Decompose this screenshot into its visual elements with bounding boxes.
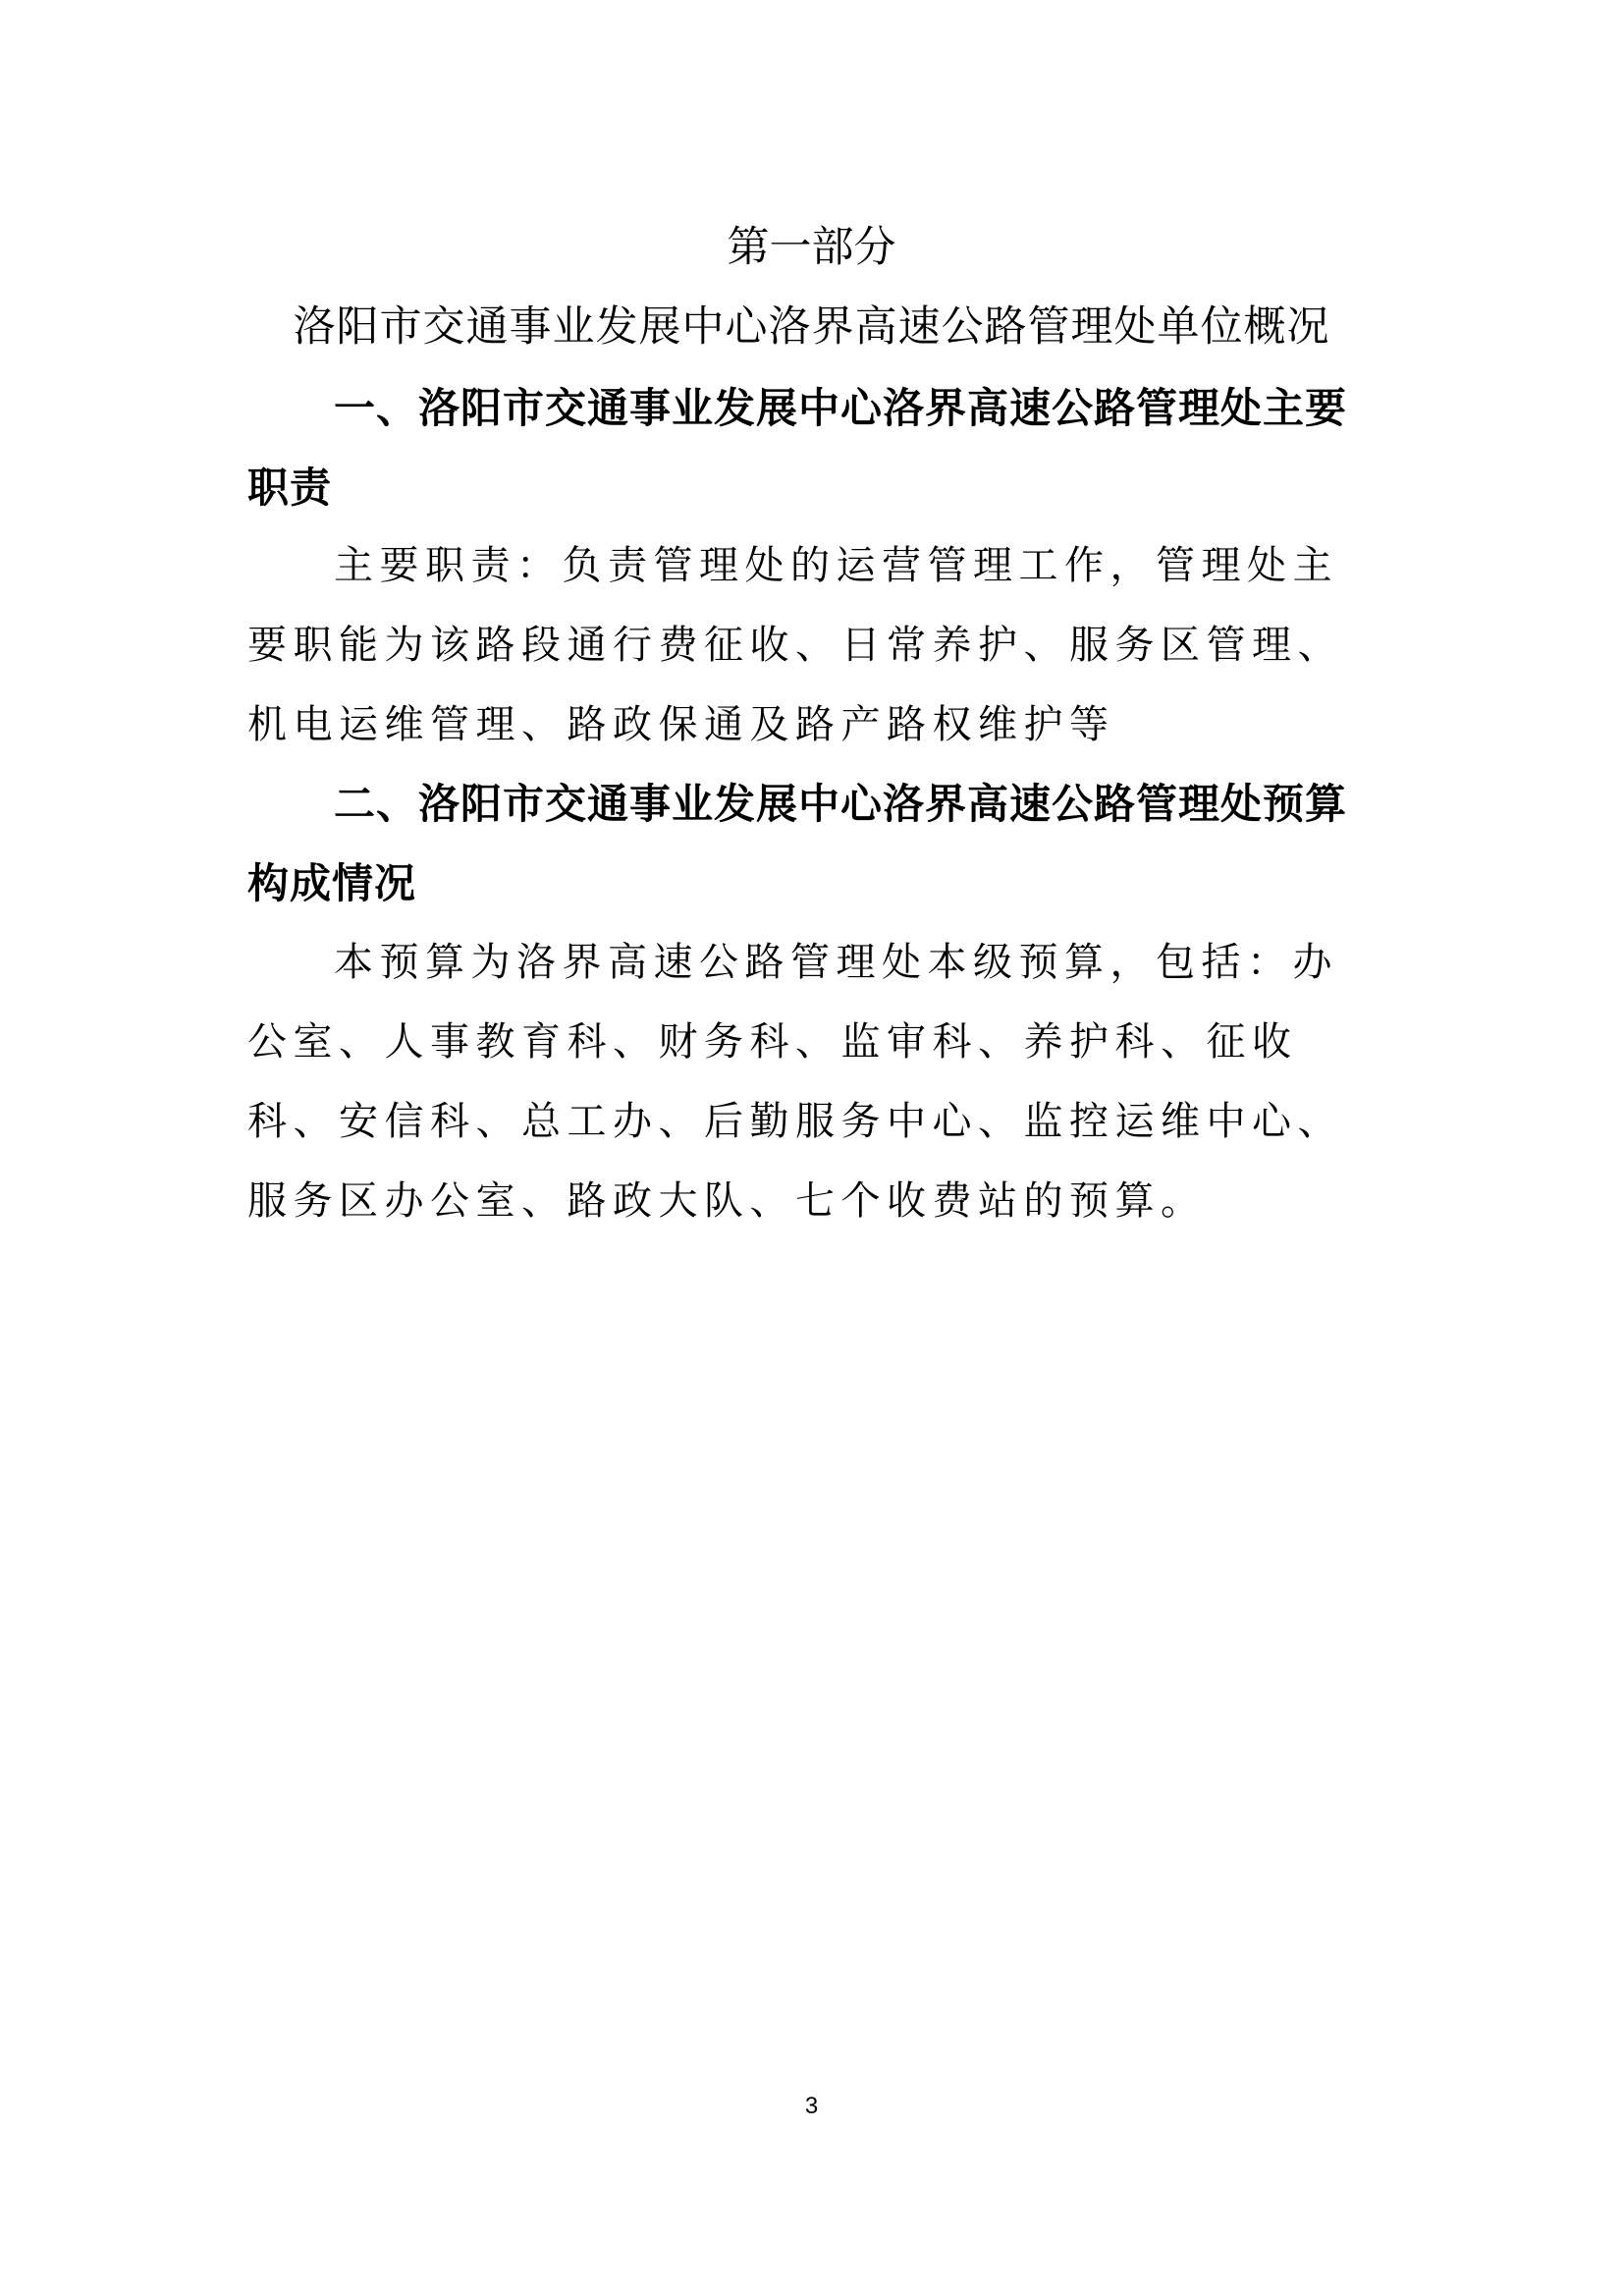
- main-duties-paragraph: 主要职责：负责管理处的运营管理工作，管理处主要职能为该路段通行费征收、日常养护、服务区管理、机电运维管理、路政保通及路产路权维护等: [247, 543, 1343, 747]
- section-heading-main-duties: 一、洛阳市交通事业发展中心洛界高速公路管理处主要职责: [247, 384, 1348, 512]
- unit-overview-title: 洛阳市交通事业发展中心洛界高速公路管理处单位概况: [293, 302, 1330, 352]
- budget-composition-paragraph: 本预算为洛界高速公路管理处本级预算，包括：办公室、人事教育科、财务科、监审科、养护科、征收科、安信科、总工办、后勤服务中心、监控运维中心、服务区办公室、路政大队、七个收费站的预算。: [247, 940, 1343, 1224]
- section-heading-budget-composition: 二、洛阳市交通事业发展中心洛界高速公路管理处预算构成情况: [247, 780, 1348, 907]
- page-number: 3: [804, 2093, 819, 2119]
- part-title: 第一部分: [727, 223, 896, 272]
